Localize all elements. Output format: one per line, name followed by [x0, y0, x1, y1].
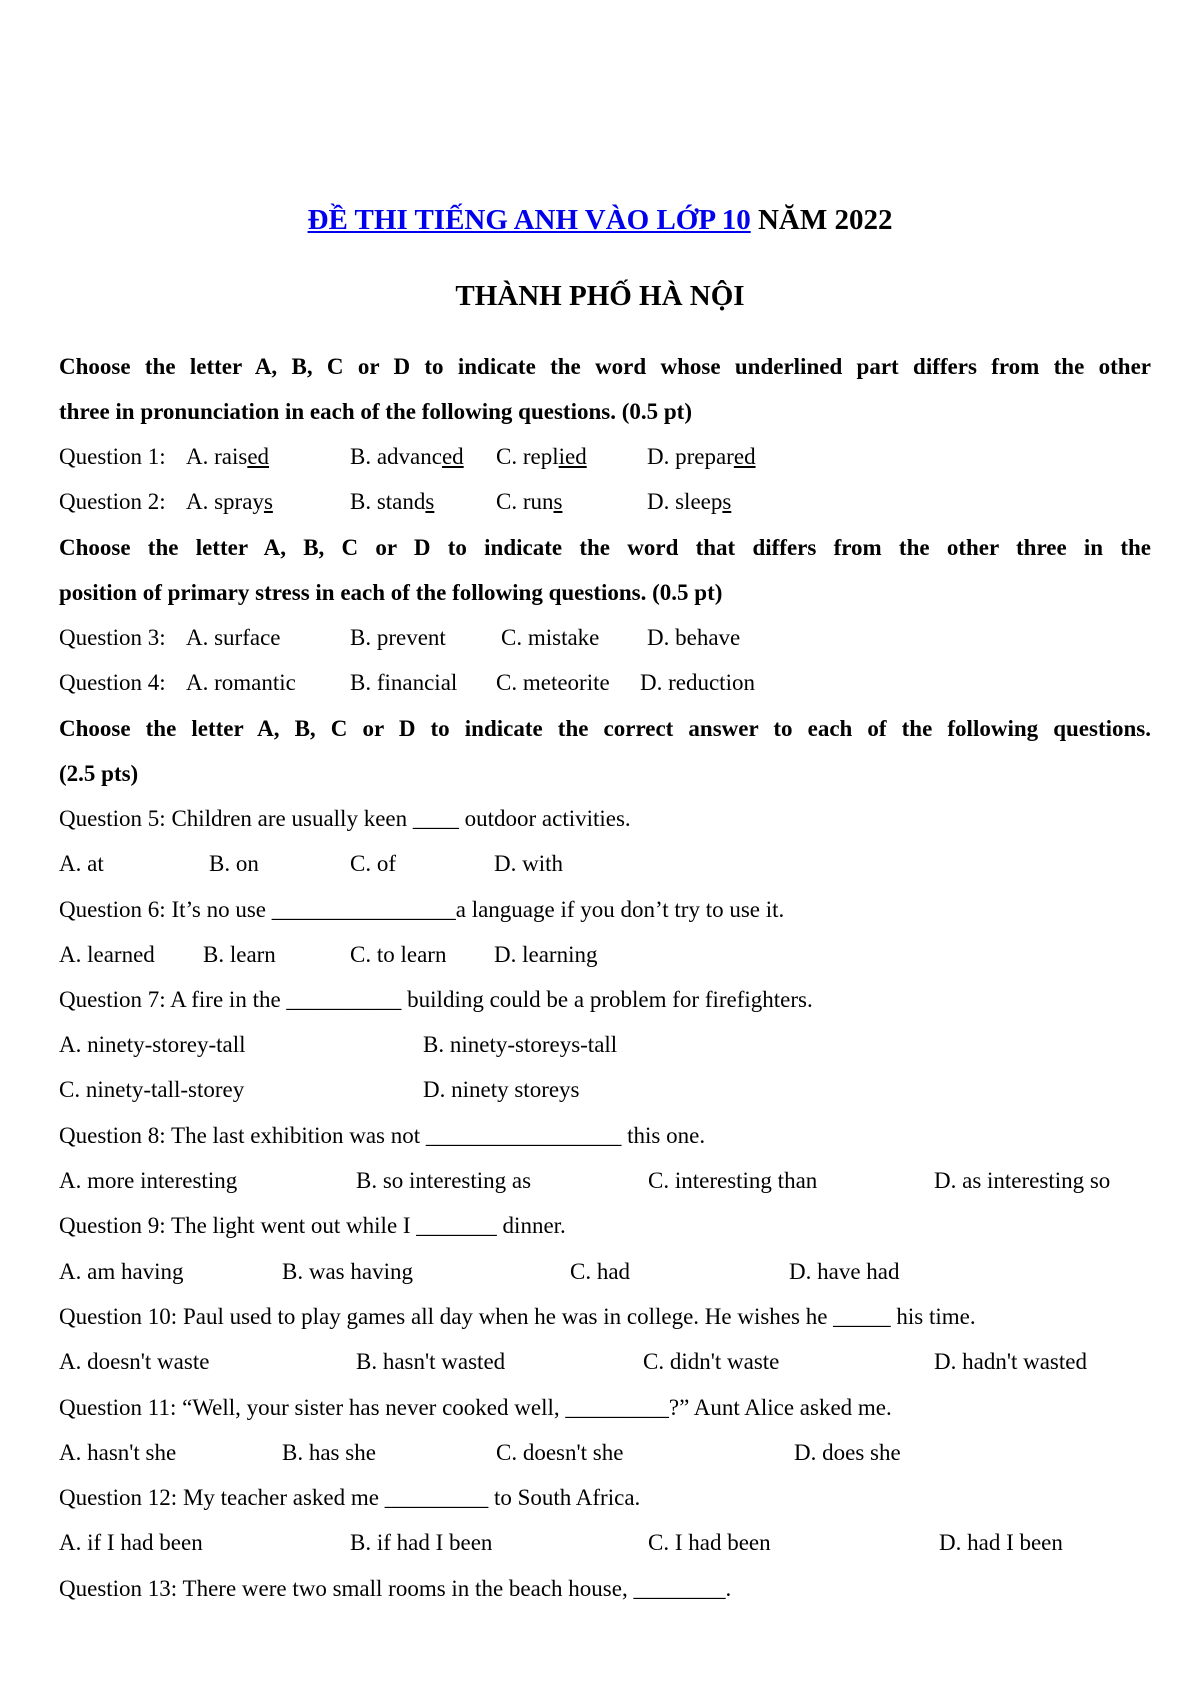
question-5-option-a[interactable]: A. at [59, 851, 104, 876]
section-1-instruction: Choose the letter A, B, C or D to indicate the word whose underlined part differs from the other [59, 354, 1151, 379]
question-8-option-c[interactable]: C. interesting than [648, 1168, 818, 1193]
question-8-option-a[interactable]: A. more interesting [59, 1168, 238, 1193]
section-2-instruction-cont: position of primary stress in each of the following questions. (0.5 pt) [59, 580, 723, 605]
question-10-option-b[interactable]: B. hasn't wasted [356, 1349, 506, 1374]
section-2-instruction: Choose the letter A, B, C or D to indicate the word that differs from the other three in the [59, 535, 1151, 560]
question-9-option-a[interactable]: A. am having [59, 1259, 184, 1284]
question-11-option-a[interactable]: A. hasn't she [59, 1440, 177, 1465]
section-3-instruction: Choose the letter A, B, C or D to indicate the correct answer to each of the following questions. [59, 716, 1151, 741]
question-1-label: Question 1: [59, 444, 166, 469]
question-4-option-a[interactable]: A. romantic [186, 670, 296, 695]
question-7-text: Question 7: A fire in the __________ building could be a problem for firefighters. [59, 987, 813, 1012]
question-10-option-d[interactable]: D. hadn't wasted [934, 1349, 1087, 1374]
question-11-option-c[interactable]: C. doesn't she [496, 1440, 624, 1465]
question-9-option-c[interactable]: C. had [570, 1259, 631, 1284]
section-1-instruction-cont: three in pronunciation in each of the following questions. (0.5 pt) [59, 399, 692, 424]
question-3-label: Question 3: [59, 625, 166, 650]
question-8-option-d[interactable]: D. as interesting so [934, 1168, 1111, 1193]
question-10-option-a[interactable]: A. doesn't waste [59, 1349, 210, 1374]
exam-title [0, 204, 1200, 237]
question-8-text: Question 8: The last exhibition was not _________________ this one. [59, 1123, 706, 1148]
question-10-option-c[interactable]: C. didn't waste [643, 1349, 780, 1374]
question-3-option-b[interactable]: B. prevent [350, 625, 446, 650]
section-3-instruction-cont: (2.5 pts) [59, 761, 139, 786]
question-9-option-d[interactable]: D. have had [789, 1259, 900, 1284]
question-10-text: Question 10: Paul used to play games all day when he was in college. He wishes he _____ his time. [59, 1304, 976, 1329]
question-5-option-b[interactable]: B. on [209, 851, 259, 876]
question-2-option-d[interactable]: D. sleeps [647, 489, 732, 514]
question-8-option-b[interactable]: B. so interesting as [356, 1168, 532, 1193]
question-11-option-d[interactable]: D. does she [794, 1440, 901, 1465]
question-7-option-a[interactable]: A. ninety-storey-tall [59, 1032, 246, 1057]
exam-title-year: NĂM 2022 [750, 204, 893, 236]
question-9-option-b[interactable]: B. was having [282, 1259, 413, 1284]
question-6-option-b[interactable]: B. learn [203, 942, 276, 967]
question-7-option-c[interactable]: C. ninety-tall-storey [59, 1077, 245, 1102]
question-2-option-b[interactable]: B. stands [350, 489, 435, 514]
question-12-option-a[interactable]: A. if I had been [59, 1530, 203, 1555]
question-7-option-d[interactable]: D. ninety storeys [423, 1077, 580, 1102]
question-2-label: Question 2: [59, 489, 166, 514]
question-13-text: Question 13: There were two small rooms in the beach house, ________. [59, 1576, 732, 1601]
question-3-option-a[interactable]: A. surface [186, 625, 281, 650]
exam-subtitle: THÀNH PHỐ HÀ NỘI [455, 280, 745, 312]
question-9-text: Question 9: The light went out while I _______ dinner. [59, 1213, 566, 1238]
question-1-option-b[interactable]: B. advanced [350, 444, 464, 469]
question-2-option-a[interactable]: A. sprays [186, 489, 273, 514]
question-12-option-d[interactable]: D. had I been [939, 1530, 1063, 1555]
question-12-text: Question 12: My teacher asked me _________ to South Africa. [59, 1485, 641, 1510]
question-12-option-c[interactable]: C. I had been [648, 1530, 771, 1555]
question-2-option-c[interactable]: C. runs [496, 489, 563, 514]
question-1-option-c[interactable]: C. replied [496, 444, 587, 469]
question-1-option-d[interactable]: D. prepared [647, 444, 756, 469]
question-5-text: Question 5: Children are usually keen ____ outdoor activities. [59, 806, 631, 831]
question-6-option-c[interactable]: C. to learn [350, 942, 447, 967]
question-5-option-c[interactable]: C. of [350, 851, 396, 876]
question-6-text: Question 6: It’s no use ________________a language if you don’t try to use it. [59, 897, 785, 922]
question-7-option-b[interactable]: B. ninety-storeys-tall [423, 1032, 618, 1057]
question-4-option-d[interactable]: D. reduction [640, 670, 755, 695]
question-5-option-d[interactable]: D. with [494, 851, 563, 876]
question-6-option-d[interactable]: D. learning [494, 942, 598, 967]
question-11-text: Question 11: “Well, your sister has never cooked well, _________?” Aunt Alice asked me. [59, 1395, 892, 1420]
exam-title-link[interactable]: ĐỀ THI TIẾNG ANH VÀO LỚP 10 [307, 204, 751, 236]
question-3-option-c[interactable]: C. mistake [501, 625, 600, 650]
question-4-option-b[interactable]: B. financial [350, 670, 458, 695]
question-12-option-b[interactable]: B. if had I been [350, 1530, 493, 1555]
question-3-option-d[interactable]: D. behave [647, 625, 741, 650]
question-11-option-b[interactable]: B. has she [282, 1440, 376, 1465]
question-4-option-c[interactable]: C. meteorite [496, 670, 610, 695]
question-6-option-a[interactable]: A. learned [59, 942, 155, 967]
question-4-label: Question 4: [59, 670, 166, 695]
question-1-option-a[interactable]: A. raised [186, 444, 270, 469]
